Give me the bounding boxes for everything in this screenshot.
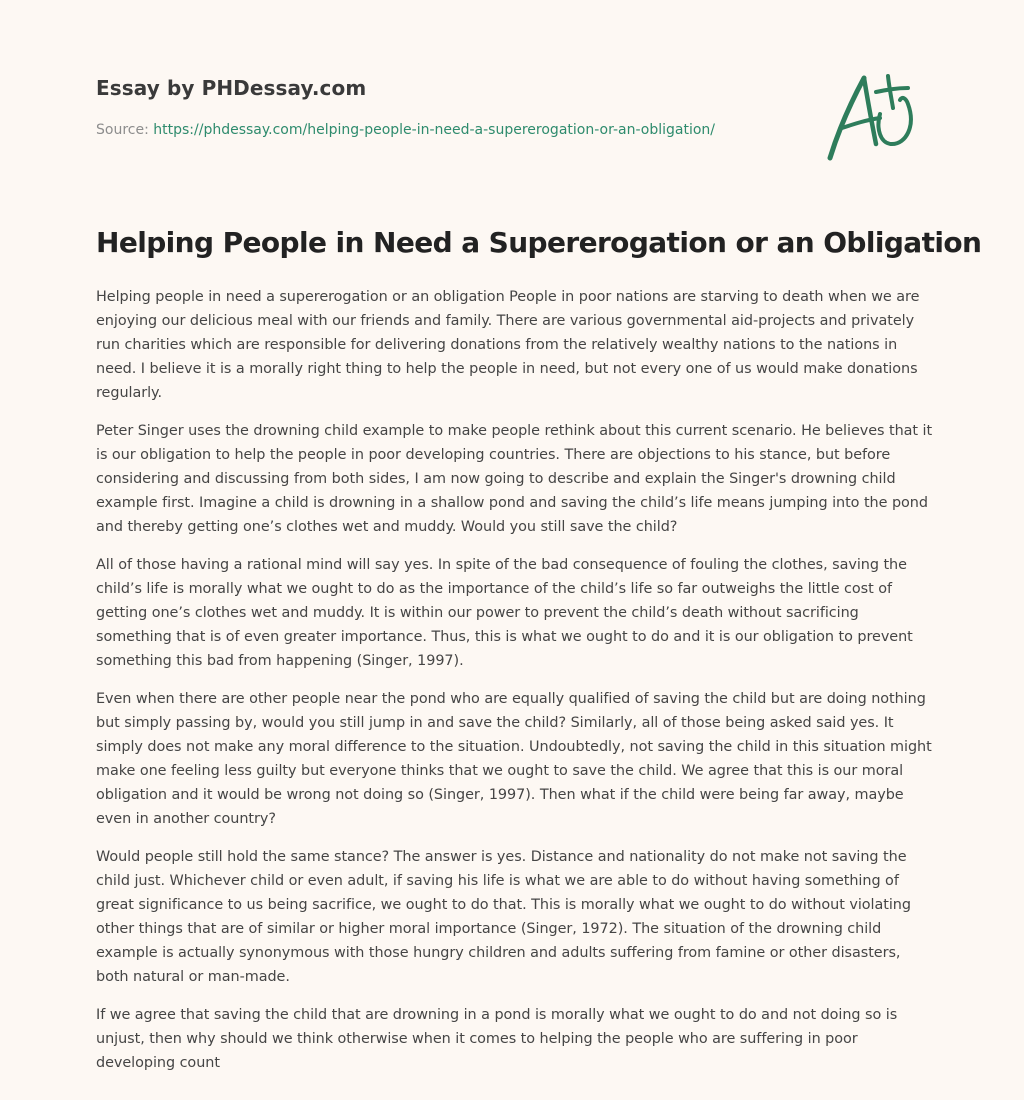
essay-paragraph: All of those having a rational mind will say yes. In spite of the bad consequence of fouling the clothes, saving the child’s life is morally what we ought to do as the importance of the child’s life so far outweighs the little cost of getting one’s clothes wet and muddy. It is within our power to prevent the child’s death without sacrificing something that is of even greater importance. Thus, this is what we ought to do and it is our obligation to prevent something this bad from happening (Singer, 1997). [96, 557, 913, 669]
essay-paragraph: Peter Singer uses the drowning child example to make people rethink about this current scenario. He believes that it is our obligation to help the people in poor developing countries. There are objections to his stance, but before considering and discussing from both sides, I am now going to describe and explain the Singer's drowning child example first. Imagine a child is drowning in a shallow pond and saving the child’s life means jumping into the pond and thereby getting one’s clothes wet and muddy. Would you still save the child? [96, 423, 933, 535]
essay-title: Helping People in Need a Supererogation or an Obligation [96, 226, 982, 259]
essay-body [96, 285, 936, 1089]
essay-paragraph: If we agree that saving the child that are drowning in a pond is morally what we ought to do and not doing so is unjust, then why should we think otherwise when it comes to helping the people who are suffering in poor developing count [96, 1007, 898, 1071]
source-label: Source: [96, 122, 149, 138]
essay-paragraph: Would people still hold the same stance? The answer is yes. Distance and nationality do not make not saving the child just. Whichever child or even adult, if saving his life is what we are able to do without having something of great significance to us being sacrifice, we ought to do that. This is morally what we ought to do without violating other things that are of similar or higher moral importance (Singer, 1972). The situation of the drowning child example is actually synonymous with those hungry children and adults suffering from famine or other disasters, both natural or man-made. [96, 849, 911, 985]
source-link[interactable]: https://phdessay.com/helping-people-in-need-a-supererogation-or-an-obligation/ [153, 122, 715, 138]
essay-paragraph: Helping people in need a supererogation or an obligation People in poor nations are starving to death when we are enjoying our delicious meal with our friends and family. There are various governmental aid-projects and privately run charities which are responsible for delivering donations from the relatively wealthy nations to the nations in need. I believe it is a morally right thing to help the people in need, but not every one of us would make donations regularly. [96, 289, 920, 401]
site-header [96, 76, 796, 138]
source-line [96, 122, 796, 138]
site-title: Essay by PHDessay.com [96, 76, 367, 100]
a-plus-grade-icon [822, 70, 928, 166]
a-plus-logo-graphic [822, 70, 928, 166]
essay-paragraph: Even when there are other people near the pond who are equally qualified of saving the child but are doing nothing but simply passing by, would you still jump in and save the child? Similarly, all of those being asked said yes. It simply does not make any moral difference to the situation. Undoubtedly, not saving the child in this situation might make one feeling less guilty but everyone thinks that we ought to save the child. We agree that this is our moral obligation and it would be wrong not doing so (Singer, 1997). Then what if the child were being far away, maybe even in another country? [96, 691, 932, 827]
